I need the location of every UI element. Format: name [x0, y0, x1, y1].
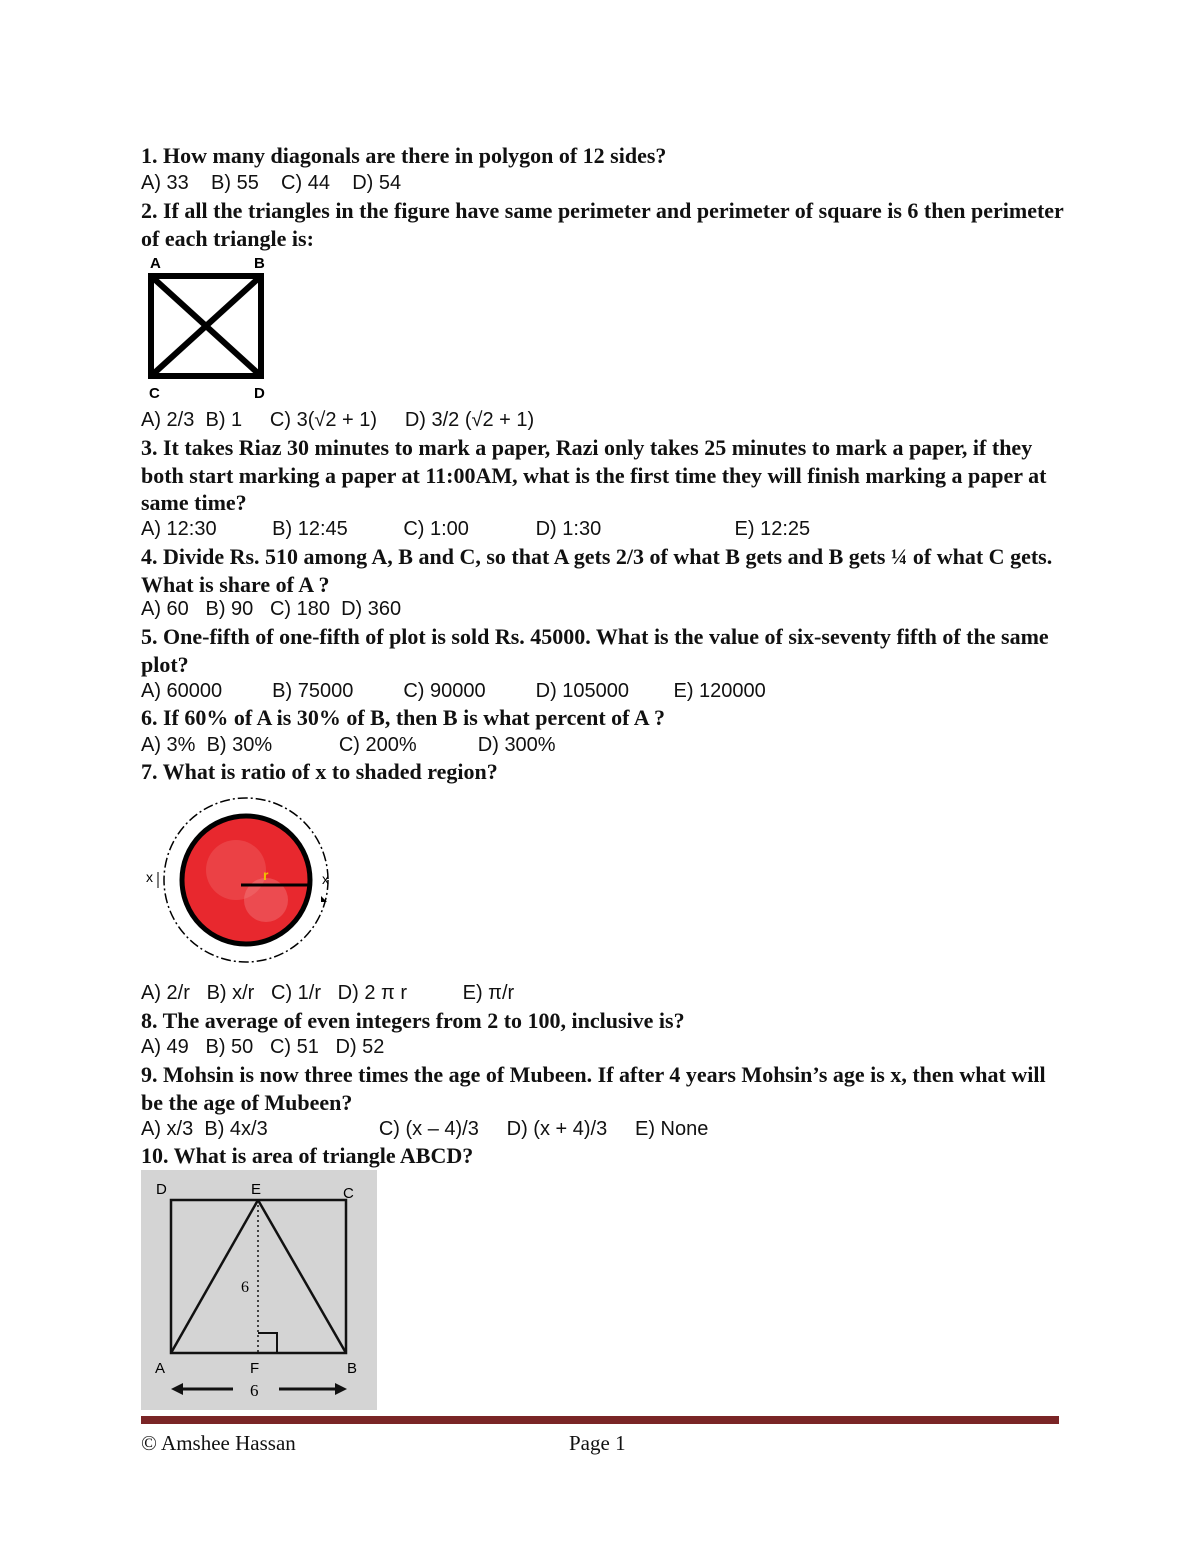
footer-rule	[141, 1416, 1059, 1424]
label-base: 6	[250, 1381, 259, 1400]
answer-options-8: A) 49 B) 50 C) 51 D) 52	[141, 1036, 385, 1058]
label-r: r	[263, 867, 269, 883]
label-c: C	[343, 1185, 354, 1202]
square-diagonals-figure	[141, 252, 276, 402]
question-2: 2. If all the triangles in the figure have same perimeter and perimeter of square is 6 then perimeter of each triangle is:	[141, 198, 1064, 251]
question-6: 6. If 60% of A is 30% of B, then B is what percent of A ?	[141, 705, 665, 730]
label-x-left: x	[146, 869, 153, 885]
answer-options-1: A) 33 B) 55 C) 44 D) 54	[141, 172, 402, 194]
answer-options-6: A) 3% B) 30% C) 200% D) 300%	[141, 734, 556, 756]
answer-options-2: A) 2/3 B) 1 C) 3(√2 + 1) D) 3/2 (√2 + 1)	[141, 409, 535, 431]
answer-options-3: A) 12:30 B) 12:45 C) 1:00 D) 1:30 E) 12:25	[141, 518, 811, 540]
question-1: 1. How many diagonals are there in polygon of 12 sides?	[141, 143, 667, 168]
question-4: 4. Divide Rs. 510 among A, B and C, so that A gets 2/3 of what B gets and B gets ¼ of what C gets. What is share of A ?	[141, 544, 1053, 597]
triangle-in-rectangle-figure	[141, 1170, 377, 1410]
footer-page-number: Page 1	[569, 1431, 626, 1455]
shaded-circle-figure	[141, 792, 341, 972]
answer-options-7: A) 2/r B) x/r C) 1/r D) 2 π r E) π/r	[141, 982, 515, 1004]
label-x-right: x	[322, 871, 329, 887]
label-a: A	[150, 255, 161, 272]
label-a: A	[155, 1360, 166, 1377]
label-d: D	[156, 1181, 167, 1198]
answer-options-4: A) 60 B) 90 C) 180 D) 360	[141, 598, 402, 620]
question-7: 7. What is ratio of x to shaded region?	[141, 759, 498, 784]
footer-author: © Amshee Hassan	[141, 1431, 296, 1455]
question-5: 5. One-fifth of one-fifth of plot is sold Rs. 45000. What is the value of six-seventy fifth of the same plot?	[141, 624, 1049, 677]
question-3: 3. It takes Riaz 30 minutes to mark a paper, Razi only takes 25 minutes to mark a paper, if they both start marking a paper at 11:00AM, what is the first time they will finish marking a paper at same time?	[141, 435, 1047, 515]
label-e: E	[251, 1181, 262, 1198]
question-9: 9. Mohsin is now three times the age of Mubeen. If after 4 years Mohsin’s age is x, then what will be the age of Mubeen?	[141, 1062, 1046, 1115]
question-8: 8. The average of even integers from 2 to 100, inclusive is?	[141, 1008, 685, 1033]
answer-options-9: A) x/3 B) 4x/3 C) (x – 4)/3 D) (x + 4)/3 E) None	[141, 1118, 709, 1140]
question-10: 10. What is area of triangle ABCD?	[141, 1143, 474, 1168]
label-f: F	[250, 1360, 260, 1377]
answer-options-5: A) 60000 B) 75000 C) 90000 D) 105000 E) 120000	[141, 680, 766, 702]
label-b: B	[347, 1360, 358, 1377]
label-b: B	[254, 255, 265, 272]
label-d: D	[254, 385, 265, 402]
label-c: C	[149, 385, 160, 402]
label-height: 6	[241, 1279, 249, 1296]
